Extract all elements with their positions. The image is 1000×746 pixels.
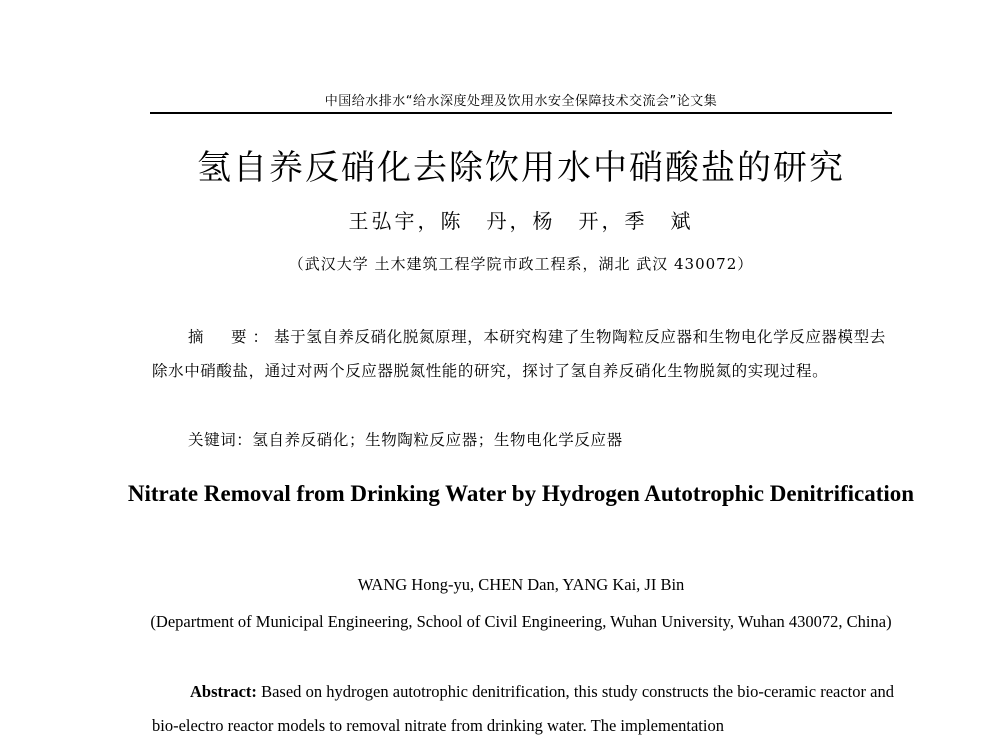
header-rule — [150, 112, 892, 114]
english-abstract-text: Based on hydrogen autotrophic denitrification, this study constructs the bio-ceramic reactor and bio-electro reactor models to removal nitrate from drinking water. The implementation — [152, 682, 894, 735]
chinese-authors: 王弘宇，陈 丹，杨 开，季 斌 — [348, 209, 694, 233]
chinese-abstract-label: 摘 要： — [188, 328, 275, 346]
english-abstract — [152, 675, 894, 743]
chinese-title: 氢自养反硝化去除饮用水中硝酸盐的研究 — [197, 148, 845, 188]
chinese-keywords-text: 氢自养反硝化；生物陶粒反应器；生物电化学反应器 — [252, 431, 623, 449]
chinese-keywords — [188, 428, 623, 450]
chinese-affiliation: （武汉大学 土木建筑工程学院市政工程系，湖北 武汉 430072） — [288, 255, 754, 273]
running-header: 中国给水排水“给水深度处理及饮用水安全保障技术交流会”论文集 — [324, 94, 718, 109]
chinese-abstract — [152, 320, 894, 388]
english-authors: WANG Hong-yu, CHEN Dan, YANG Kai, JI Bin — [357, 575, 685, 594]
chinese-keywords-label: 关键词： — [188, 431, 253, 449]
english-title: Nitrate Removal from Drinking Water by Hydrogen Autotrophic Denitrification — [127, 481, 915, 506]
english-abstract-label: Abstract: — [190, 682, 257, 701]
chinese-abstract-text: 基于氢自养反硝化脱氮原理，本研究构建了生物陶粒反应器和生物电化学反应器模型去除水中硝酸盐，通过对两个反应器脱氮性能的研究，探讨了氢自养反硝化生物脱氮的实现过程。 — [152, 328, 886, 380]
english-affiliation: (Department of Municipal Engineering, School of Civil Engineering, Wuhan University, Wuhan 430072, China) — [150, 612, 892, 631]
